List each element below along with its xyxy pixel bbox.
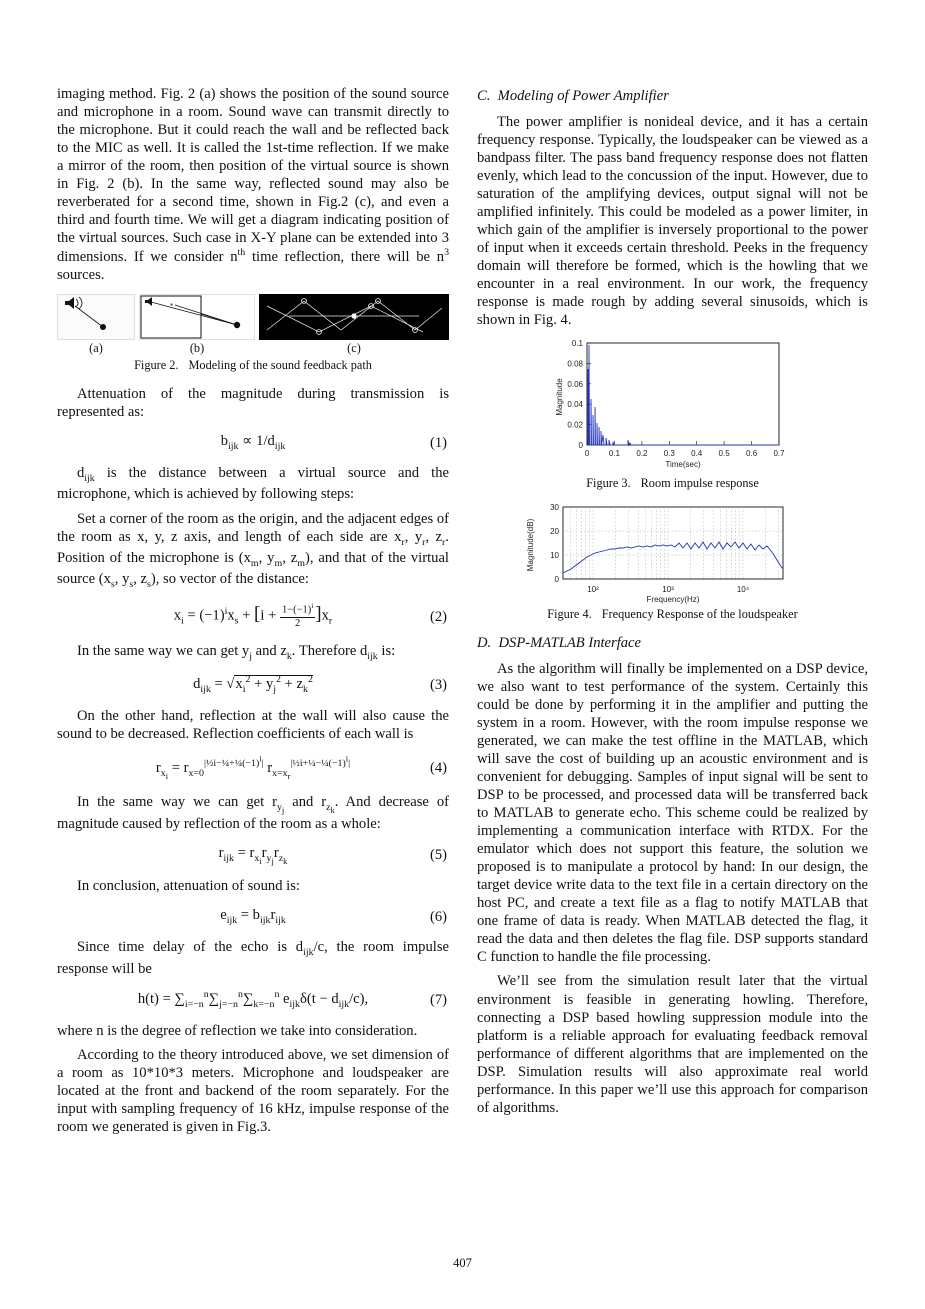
- two-column-layout: [57, 85, 868, 1143]
- equation-3: [57, 674, 449, 696]
- paragraph-imaging-method: imaging method. Fig. 2 (a) shows the position of the sound source and microphone in a room. Sound wave can transmit directly to the microphone. But it could reach the wall and be reflected back to the MIC as well. It is called the 1st-time reflection. If we make a mirror of the room, then position of the virtual source is shown in Fig. 2 (b). In the same way, reflected sound may also be reverberated for a second time, shown in Fig.2 (c), and even a third and fourth time. We will get a diagram indicating position of the virtual sources. Such case in X-Y plane can be extended into 3 dimensions. If we consider $n^{th}$ time reflection, there will be $n^3$ sources.: [57, 86, 450, 284]
- virtual-source-asterisk: *: [170, 302, 174, 312]
- figure-4-caption-text: Frequency Response of the loudspeaker: [601, 606, 798, 621]
- figure-4-plot: [523, 503, 823, 605]
- fig3-ytick-0: 0.1: [571, 339, 583, 349]
- fig4-xlabel: Frequency(Hz): [646, 594, 699, 604]
- equation-6-number: (6): [429, 908, 447, 925]
- figure-2-panels: [57, 294, 449, 340]
- fig3-xtick-6: 0.6: [745, 449, 757, 459]
- paragraph-conclusion: In conclusion, attenuation of sound is:: [77, 878, 300, 895]
- equation-5: [57, 844, 449, 866]
- figure-2-panel-labels: [57, 341, 449, 356]
- fig3-ytick-2: 0.06: [566, 380, 583, 390]
- fig3-xtick-0: 0: [584, 449, 589, 459]
- fig3-xlabel: Time(sec): [664, 460, 701, 470]
- paragraph-sameway-1: In the same way we can get $y_j$ and $z_k$. Therefore $d_{ijk}$ is:: [77, 642, 396, 662]
- fig3-xtick-1: 0.1: [608, 449, 620, 459]
- fig4-ytick-0: 30: [549, 502, 559, 512]
- microphone-dot: [234, 322, 240, 328]
- figure-3-caption-label: Figure 3.: [586, 476, 631, 491]
- equation-5-body: $r_{ijk} = r_{x_i}r_{y_j}r_{z_k}$: [218, 844, 288, 866]
- equation-4: [57, 754, 449, 781]
- paragraph-where-n: where n is the degree of reflection we take into consideration.: [57, 1022, 418, 1039]
- equation-2-number: (2): [429, 608, 447, 625]
- paragraph-room-dimension: According to the theory introduced above, we set dimension of a room as 10*10*3 meters. Microphone and loudspeaker are located at the front and backend of the room separately. For the input with sampling frequency of 16 kHz, impulse response of the room we generated is given in Fig.3.: [57, 1047, 449, 1136]
- fig3-ytick-1: 0.08: [566, 359, 583, 369]
- equation-7-body: $h(t) = \sum_{i=-n}^n\sum_{j=-n}^n\sum_{k=-n}^n$ $e_{ijk}\delta(t - d_{ijk}/c)$,: [137, 988, 369, 1010]
- equation-7-number: (7): [429, 991, 447, 1008]
- fig4-xtick-0: 10²: [586, 584, 599, 594]
- fig3-ytick-4: 0.02: [566, 420, 583, 430]
- figure-3-caption-text: Room impulse response: [640, 476, 759, 491]
- section-heading-d: D. DSP-MATLAB Interface: [477, 634, 642, 651]
- fig3-xtick-2: 0.2: [635, 449, 647, 459]
- paragraph-reflection: On the other hand, reflection at the wall will also cause the sound to be decreased. Reflection coefficients of each wall is: [57, 708, 449, 743]
- figure-3-plot: [553, 339, 793, 474]
- fig3-ytick-3: 0.04: [566, 400, 583, 410]
- figure-4-caption-label: Figure 4.: [547, 606, 592, 621]
- fig3-xtick-5: 0.5: [718, 449, 730, 459]
- fig4-xtick-2: 10⁴: [736, 584, 749, 594]
- equation-4-number: (4): [429, 759, 447, 776]
- page-number: 407: [453, 1256, 472, 1270]
- section-heading-c: C. Modeling of Power Amplifier: [477, 88, 669, 104]
- equation-6: [57, 906, 449, 927]
- fig3-ytick-5: 0: [578, 441, 583, 451]
- equation-5-number: (5): [429, 847, 447, 864]
- panel-c-label: (c): [347, 341, 361, 356]
- figure-3: [477, 339, 868, 491]
- figure-2-panel-b: [139, 294, 255, 340]
- equation-2: [57, 602, 449, 631]
- figure-4-caption: [477, 607, 868, 622]
- equation-4-body: $r_{x_i} = r_{x=0}^{|\frac{1}{2}i-\frac{1}{4}+\frac{1}{4}(-1)^i|}$ $r_{x=x_r}^{|\frac{1}{2}i+\frac{1}{4}-\frac{1}{4}(-1)^i|}$: [155, 754, 351, 782]
- figure-2-panel-c: [259, 294, 449, 340]
- equation-3-number: (3): [429, 677, 447, 694]
- fig4-ytick-1: 20: [549, 526, 559, 536]
- microphone-dot: [100, 324, 106, 330]
- paragraph-sameway-2: In the same way we can get $r_{y_j}$ and $r_{z_k}$. And decrease of magnitude caused by reflection of the room as a whole:: [57, 793, 449, 832]
- equation-6-body: $e_{ijk} = b_{ijk}r_{ijk}$: [220, 907, 286, 927]
- figure-2-caption: [57, 358, 449, 373]
- fig3-xtick-3: 0.3: [663, 449, 675, 459]
- paragraph-attenuation: Attenuation of the magnitude during transmission is represented as:: [57, 385, 449, 420]
- fig4-ytick-3: 0: [554, 574, 559, 584]
- figure-4: [477, 503, 868, 622]
- equation-7: [57, 989, 449, 1011]
- paragraph-dsp-matlab-1: As the algorithm will finally be implemented on a DSP device, we also want to test performance of the system. Certainly this could be done by performing it in the amplifier and putting the system in a room. However, with the room impulse response we generated, we can make the test offline in the MATLAB, which will save the cost of building up an acoustic environment and is convenient for debugging. Samples of input signal will be sent to DSP to be processed, and processed data will be transferred back to MATLAB to generate echo. This scheme could be realized by implementing a communication interface with RTDX. For the emulator which does not support this feature, the solution we proposed is to manipulate a protocol by hand: In our design, the target device write data to the text file in a certain directory on the host PC, and create a text file as a flag to notify MATLAB that one frame of data is ready. When MATLAB detected the flag, it read the data and then deletes the flag file. DSP supports standard C function to handle the file processing.: [477, 660, 868, 965]
- figure-3-caption: [477, 476, 868, 491]
- figure-2-panel-a: [57, 294, 135, 340]
- equation-2-body: $x_i = (-1)^ix_s + [i$ + $\frac{1-(-1)^i}{2}$ ]$x_r$: [173, 602, 333, 630]
- paragraph-power-amplifier: The power amplifier is nonideal device, and it has a certain frequency response. Typically, the loudspeaker can be viewed as a bandpass filter. The pass band frequency response does not flatten evenly, which lead to the concussion of the input. However, due to saturation of the amplifying devices, output signal will not be amplified infinitely. This could be modeled as a power limiter, in which gain of the amplifier is inversely proportional to the power of input when it exceeds certain threshold. Peeks in the frequency domain will therefore be formed, which is the howling that we encounter in a real environment. In our work, the frequency response is made rough by adding several sinusoids, which is shown in Fig. 4.: [477, 114, 868, 329]
- equation-1: [57, 432, 449, 453]
- equation-3-body: $d_{ijk} = √x_i^2 + y_j^2 + z_k^2$: [193, 674, 313, 695]
- paragraph-time-delay: Since time delay of the echo is $d_{ijk}/c$, the room impulse response will be: [57, 939, 449, 977]
- figure-2-caption-text: Modeling of the sound feedback path: [188, 358, 372, 373]
- panel-a-label: (a): [89, 341, 103, 356]
- microphone-dot: [351, 313, 356, 318]
- fig4-ytick-2: 10: [549, 550, 559, 560]
- right-column: [477, 85, 868, 1143]
- figure-2: [57, 294, 449, 373]
- paragraph-dsp-matlab-2: We’ll see from the simulation result later that the virtual environment is feasible in generating howling. Therefore, connecting a DSP based howling suppression module into the platform is a reliable approach for evaluating feedback removal performance of different algorithms that are implemented on the DSP. Simulation results will also approximate real world performance. In this paper we’ll use this approach for comparison of algorithms.: [477, 973, 868, 1116]
- paragraph-room-corner: Set a corner of the room as the origin, and the adjacent edges of the room as x, y, z axis, and length of each side are $x_r$, $y_r$, $z_r$. Position of the microphone is ($x_m$, $y_m$, $z_m$), and that of the virtual source ($x_s$, $y_s$, $z_s$), so vector of the distance:: [57, 510, 450, 591]
- fig4-ylabel: Magnitude(dB): [525, 518, 535, 572]
- equation-1-body: $b_{ijk} \propto 1/d_{ijk}$: [220, 432, 286, 452]
- fig3-xtick-7: 0.7: [772, 449, 785, 459]
- paragraph-dijk: $d_{ijk}$ is the distance between a virtual source and the microphone, which is achieved by following steps:: [57, 465, 449, 503]
- fig3-ylabel: Magnitude: [554, 378, 564, 416]
- equation-1-number: (1): [429, 434, 447, 451]
- fig3-xtick-4: 0.4: [690, 449, 702, 459]
- panel-b-label: (b): [189, 341, 205, 356]
- figure-2-caption-label: Figure 2.: [134, 358, 179, 373]
- fig4-xtick-1: 10³: [661, 584, 674, 594]
- left-column: [57, 85, 449, 1143]
